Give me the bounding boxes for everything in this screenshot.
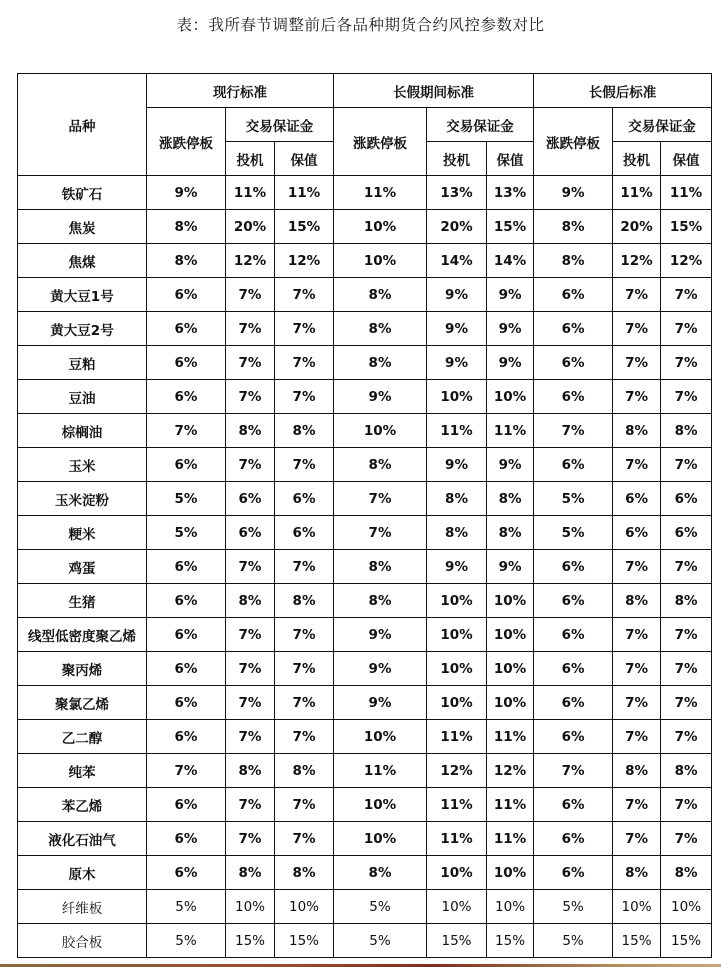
current-spec-margin-cell: 7% [226, 652, 275, 686]
variety-name: 棕榈油 [18, 414, 147, 448]
current-hedge-margin-cell: 7% [275, 822, 334, 856]
current-limit-cell: 6% [147, 346, 226, 380]
holiday-spec-margin-cell: 9% [427, 278, 487, 312]
current-limit-cell: 7% [147, 414, 226, 448]
table-row [18, 414, 712, 448]
holiday-hedge-margin-cell: 13% [487, 176, 534, 210]
holiday-hedge-margin-cell: 10% [487, 618, 534, 652]
holiday-spec-margin-cell: 10% [427, 380, 487, 414]
holiday-spec-margin-cell: 11% [427, 822, 487, 856]
table-row [18, 210, 712, 244]
header-limit: 涨跌停板 [334, 108, 427, 176]
table-row [18, 448, 712, 482]
current-limit-cell: 6% [147, 550, 226, 584]
table-body [18, 176, 712, 958]
after-limit-cell: 6% [534, 380, 613, 414]
variety-name: 聚丙烯 [18, 652, 147, 686]
variety-name: 原木 [18, 856, 147, 890]
current-spec-margin-cell: 7% [226, 346, 275, 380]
holiday-hedge-margin-cell: 10% [487, 890, 534, 924]
current-hedge-margin-cell: 8% [275, 754, 334, 788]
holiday-spec-margin-cell: 11% [427, 720, 487, 754]
after-limit-cell: 6% [534, 346, 613, 380]
current-limit-cell: 6% [147, 686, 226, 720]
current-limit-cell: 6% [147, 584, 226, 618]
current-limit-cell: 8% [147, 210, 226, 244]
holiday-hedge-margin-cell: 9% [487, 278, 534, 312]
current-hedge-margin-cell: 6% [275, 516, 334, 550]
holiday-spec-margin-cell: 12% [427, 754, 487, 788]
after-hedge-margin-cell: 7% [661, 550, 712, 584]
holiday-spec-margin-cell: 8% [427, 482, 487, 516]
holiday-hedge-margin-cell: 8% [487, 482, 534, 516]
table-row [18, 176, 712, 210]
holiday-limit-cell: 5% [334, 924, 427, 958]
current-limit-cell: 6% [147, 312, 226, 346]
variety-name: 生猪 [18, 584, 147, 618]
current-limit-cell: 6% [147, 822, 226, 856]
table-row [18, 924, 712, 958]
after-limit-cell: 6% [534, 312, 613, 346]
holiday-spec-margin-cell: 10% [427, 856, 487, 890]
header-margin: 交易保证金 [226, 108, 334, 142]
holiday-hedge-margin-cell: 9% [487, 550, 534, 584]
header-hedge: 保值 [661, 142, 712, 176]
holiday-spec-margin-cell: 15% [427, 924, 487, 958]
current-hedge-margin-cell: 7% [275, 686, 334, 720]
after-spec-margin-cell: 6% [613, 482, 661, 516]
current-spec-margin-cell: 7% [226, 312, 275, 346]
table-title: 表：我所春节调整前后各品种期货合约风控参数对比 [176, 16, 545, 34]
after-limit-cell: 6% [534, 278, 613, 312]
header-group-current: 现行标准 [147, 74, 334, 108]
table-row [18, 618, 712, 652]
after-hedge-margin-cell: 11% [661, 176, 712, 210]
current-spec-margin-cell: 15% [226, 924, 275, 958]
current-spec-margin-cell: 8% [226, 754, 275, 788]
current-spec-margin-cell: 7% [226, 278, 275, 312]
holiday-spec-margin-cell: 9% [427, 346, 487, 380]
holiday-spec-margin-cell: 11% [427, 414, 487, 448]
holiday-limit-cell: 8% [334, 448, 427, 482]
after-hedge-margin-cell: 8% [661, 414, 712, 448]
after-spec-margin-cell: 7% [613, 380, 661, 414]
current-spec-margin-cell: 7% [226, 448, 275, 482]
after-hedge-margin-cell: 8% [661, 754, 712, 788]
current-hedge-margin-cell: 7% [275, 346, 334, 380]
table-row [18, 584, 712, 618]
after-hedge-margin-cell: 12% [661, 244, 712, 278]
after-hedge-margin-cell: 6% [661, 516, 712, 550]
holiday-limit-cell: 9% [334, 618, 427, 652]
variety-name: 液化石油气 [18, 822, 147, 856]
current-hedge-margin-cell: 15% [275, 210, 334, 244]
current-spec-margin-cell: 20% [226, 210, 275, 244]
holiday-limit-cell: 10% [334, 720, 427, 754]
current-hedge-margin-cell: 7% [275, 312, 334, 346]
holiday-spec-margin-cell: 11% [427, 788, 487, 822]
holiday-limit-cell: 8% [334, 584, 427, 618]
after-spec-margin-cell: 12% [613, 244, 661, 278]
holiday-limit-cell: 8% [334, 856, 427, 890]
holiday-limit-cell: 5% [334, 890, 427, 924]
variety-name: 焦炭 [18, 210, 147, 244]
header-limit: 涨跌停板 [147, 108, 226, 176]
holiday-limit-cell: 8% [334, 312, 427, 346]
header-hedge: 保值 [275, 142, 334, 176]
after-hedge-margin-cell: 7% [661, 278, 712, 312]
after-spec-margin-cell: 7% [613, 618, 661, 652]
current-limit-cell: 8% [147, 244, 226, 278]
table-row [18, 244, 712, 278]
holiday-spec-margin-cell: 10% [427, 686, 487, 720]
holiday-hedge-margin-cell: 8% [487, 516, 534, 550]
after-hedge-margin-cell: 10% [661, 890, 712, 924]
after-spec-margin-cell: 10% [613, 890, 661, 924]
current-hedge-margin-cell: 8% [275, 856, 334, 890]
current-spec-margin-cell: 10% [226, 890, 275, 924]
holiday-spec-margin-cell: 9% [427, 312, 487, 346]
after-limit-cell: 8% [534, 210, 613, 244]
current-spec-margin-cell: 7% [226, 618, 275, 652]
after-spec-margin-cell: 7% [613, 448, 661, 482]
current-hedge-margin-cell: 7% [275, 448, 334, 482]
holiday-limit-cell: 10% [334, 822, 427, 856]
current-spec-margin-cell: 7% [226, 788, 275, 822]
variety-name: 线型低密度聚乙烯 [18, 618, 147, 652]
current-hedge-margin-cell: 10% [275, 890, 334, 924]
after-limit-cell: 6% [534, 550, 613, 584]
after-hedge-margin-cell: 7% [661, 822, 712, 856]
variety-name: 豆油 [18, 380, 147, 414]
variety-name: 铁矿石 [18, 176, 147, 210]
holiday-hedge-margin-cell: 11% [487, 822, 534, 856]
holiday-spec-margin-cell: 8% [427, 516, 487, 550]
after-hedge-margin-cell: 8% [661, 856, 712, 890]
header-speculation: 投机 [613, 142, 661, 176]
current-hedge-margin-cell: 7% [275, 380, 334, 414]
holiday-hedge-margin-cell: 9% [487, 448, 534, 482]
after-limit-cell: 6% [534, 618, 613, 652]
current-hedge-margin-cell: 11% [275, 176, 334, 210]
current-spec-margin-cell: 8% [226, 584, 275, 618]
holiday-spec-margin-cell: 10% [427, 618, 487, 652]
current-spec-margin-cell: 7% [226, 550, 275, 584]
variety-name: 聚氯乙烯 [18, 686, 147, 720]
holiday-spec-margin-cell: 10% [427, 584, 487, 618]
after-limit-cell: 8% [534, 244, 613, 278]
header-margin: 交易保证金 [427, 108, 534, 142]
current-hedge-margin-cell: 7% [275, 788, 334, 822]
variety-name: 纤维板 [18, 890, 147, 924]
table-row [18, 550, 712, 584]
holiday-hedge-margin-cell: 9% [487, 346, 534, 380]
current-spec-margin-cell: 11% [226, 176, 275, 210]
current-hedge-margin-cell: 7% [275, 550, 334, 584]
table-row [18, 720, 712, 754]
current-hedge-margin-cell: 6% [275, 482, 334, 516]
holiday-spec-margin-cell: 10% [427, 652, 487, 686]
header-group-holiday: 长假期间标准 [334, 74, 534, 108]
current-hedge-margin-cell: 7% [275, 652, 334, 686]
current-limit-cell: 6% [147, 652, 226, 686]
table-row [18, 890, 712, 924]
after-spec-margin-cell: 7% [613, 720, 661, 754]
holiday-spec-margin-cell: 20% [427, 210, 487, 244]
table-row [18, 346, 712, 380]
current-hedge-margin-cell: 8% [275, 584, 334, 618]
after-limit-cell: 5% [534, 516, 613, 550]
table-row [18, 312, 712, 346]
holiday-hedge-margin-cell: 14% [487, 244, 534, 278]
header-hedge: 保值 [487, 142, 534, 176]
table-row [18, 754, 712, 788]
after-limit-cell: 6% [534, 856, 613, 890]
after-limit-cell: 9% [534, 176, 613, 210]
variety-name: 玉米 [18, 448, 147, 482]
holiday-limit-cell: 9% [334, 686, 427, 720]
current-spec-margin-cell: 8% [226, 856, 275, 890]
current-spec-margin-cell: 12% [226, 244, 275, 278]
after-spec-margin-cell: 8% [613, 584, 661, 618]
current-spec-margin-cell: 6% [226, 516, 275, 550]
after-hedge-margin-cell: 15% [661, 210, 712, 244]
header-limit: 涨跌停板 [534, 108, 613, 176]
after-spec-margin-cell: 7% [613, 278, 661, 312]
holiday-hedge-margin-cell: 10% [487, 686, 534, 720]
after-limit-cell: 6% [534, 788, 613, 822]
after-hedge-margin-cell: 7% [661, 380, 712, 414]
holiday-limit-cell: 11% [334, 754, 427, 788]
after-limit-cell: 6% [534, 448, 613, 482]
after-spec-margin-cell: 7% [613, 550, 661, 584]
after-limit-cell: 7% [534, 414, 613, 448]
holiday-spec-margin-cell: 14% [427, 244, 487, 278]
current-spec-margin-cell: 8% [226, 414, 275, 448]
after-hedge-margin-cell: 7% [661, 788, 712, 822]
after-spec-margin-cell: 7% [613, 822, 661, 856]
holiday-hedge-margin-cell: 11% [487, 720, 534, 754]
current-limit-cell: 9% [147, 176, 226, 210]
after-hedge-margin-cell: 7% [661, 312, 712, 346]
holiday-limit-cell: 11% [334, 176, 427, 210]
after-limit-cell: 6% [534, 720, 613, 754]
holiday-limit-cell: 10% [334, 244, 427, 278]
after-spec-margin-cell: 6% [613, 516, 661, 550]
after-limit-cell: 6% [534, 584, 613, 618]
after-hedge-margin-cell: 7% [661, 346, 712, 380]
after-spec-margin-cell: 7% [613, 312, 661, 346]
table-row [18, 278, 712, 312]
current-hedge-margin-cell: 12% [275, 244, 334, 278]
variety-name: 鸡蛋 [18, 550, 147, 584]
table-row [18, 380, 712, 414]
holiday-hedge-margin-cell: 9% [487, 312, 534, 346]
holiday-spec-margin-cell: 9% [427, 448, 487, 482]
holiday-hedge-margin-cell: 15% [487, 210, 534, 244]
current-hedge-margin-cell: 7% [275, 720, 334, 754]
current-limit-cell: 6% [147, 720, 226, 754]
risk-params-table [17, 73, 712, 958]
current-limit-cell: 7% [147, 754, 226, 788]
after-limit-cell: 6% [534, 652, 613, 686]
table-row [18, 516, 712, 550]
holiday-hedge-margin-cell: 12% [487, 754, 534, 788]
after-limit-cell: 7% [534, 754, 613, 788]
holiday-limit-cell: 10% [334, 210, 427, 244]
holiday-hedge-margin-cell: 11% [487, 414, 534, 448]
after-spec-margin-cell: 7% [613, 788, 661, 822]
holiday-hedge-margin-cell: 10% [487, 652, 534, 686]
variety-name: 黄大豆1号 [18, 278, 147, 312]
after-spec-margin-cell: 7% [613, 686, 661, 720]
holiday-spec-margin-cell: 10% [427, 890, 487, 924]
table-row [18, 652, 712, 686]
after-spec-margin-cell: 7% [613, 652, 661, 686]
after-hedge-margin-cell: 6% [661, 482, 712, 516]
variety-name: 纯苯 [18, 754, 147, 788]
current-hedge-margin-cell: 15% [275, 924, 334, 958]
variety-name: 胶合板 [18, 924, 147, 958]
after-limit-cell: 5% [534, 890, 613, 924]
after-hedge-margin-cell: 8% [661, 584, 712, 618]
header-group-after: 长假后标准 [534, 74, 712, 108]
variety-name: 焦煤 [18, 244, 147, 278]
holiday-hedge-margin-cell: 10% [487, 584, 534, 618]
after-limit-cell: 6% [534, 686, 613, 720]
header-speculation: 投机 [226, 142, 275, 176]
current-limit-cell: 6% [147, 618, 226, 652]
current-spec-margin-cell: 7% [226, 686, 275, 720]
header-margin: 交易保证金 [613, 108, 712, 142]
holiday-limit-cell: 10% [334, 414, 427, 448]
holiday-limit-cell: 10% [334, 788, 427, 822]
current-limit-cell: 5% [147, 924, 226, 958]
table-row [18, 856, 712, 890]
holiday-limit-cell: 7% [334, 516, 427, 550]
holiday-hedge-margin-cell: 11% [487, 788, 534, 822]
current-limit-cell: 5% [147, 516, 226, 550]
current-spec-margin-cell: 7% [226, 822, 275, 856]
current-limit-cell: 6% [147, 448, 226, 482]
holiday-hedge-margin-cell: 10% [487, 856, 534, 890]
after-hedge-margin-cell: 7% [661, 652, 712, 686]
holiday-limit-cell: 8% [334, 550, 427, 584]
after-spec-margin-cell: 8% [613, 856, 661, 890]
after-spec-margin-cell: 20% [613, 210, 661, 244]
current-limit-cell: 6% [147, 856, 226, 890]
after-spec-margin-cell: 7% [613, 346, 661, 380]
current-spec-margin-cell: 6% [226, 482, 275, 516]
current-hedge-margin-cell: 7% [275, 278, 334, 312]
after-spec-margin-cell: 8% [613, 754, 661, 788]
after-limit-cell: 5% [534, 924, 613, 958]
current-hedge-margin-cell: 7% [275, 618, 334, 652]
current-limit-cell: 5% [147, 482, 226, 516]
holiday-hedge-margin-cell: 10% [487, 380, 534, 414]
after-hedge-margin-cell: 15% [661, 924, 712, 958]
holiday-limit-cell: 8% [334, 346, 427, 380]
header-variety: 品种 [18, 74, 147, 176]
variety-name: 粳米 [18, 516, 147, 550]
after-spec-margin-cell: 8% [613, 414, 661, 448]
after-spec-margin-cell: 15% [613, 924, 661, 958]
table-row [18, 822, 712, 856]
after-limit-cell: 5% [534, 482, 613, 516]
header-speculation: 投机 [427, 142, 487, 176]
after-hedge-margin-cell: 7% [661, 686, 712, 720]
table-row [18, 788, 712, 822]
holiday-spec-margin-cell: 13% [427, 176, 487, 210]
variety-name: 苯乙烯 [18, 788, 147, 822]
table-row [18, 686, 712, 720]
after-hedge-margin-cell: 7% [661, 720, 712, 754]
variety-name: 乙二醇 [18, 720, 147, 754]
table-row [18, 482, 712, 516]
variety-name: 豆粕 [18, 346, 147, 380]
after-hedge-margin-cell: 7% [661, 618, 712, 652]
after-spec-margin-cell: 11% [613, 176, 661, 210]
current-limit-cell: 5% [147, 890, 226, 924]
holiday-limit-cell: 9% [334, 380, 427, 414]
variety-name: 玉米淀粉 [18, 482, 147, 516]
current-limit-cell: 6% [147, 788, 226, 822]
holiday-limit-cell: 9% [334, 652, 427, 686]
after-limit-cell: 6% [534, 822, 613, 856]
current-limit-cell: 6% [147, 278, 226, 312]
after-hedge-margin-cell: 7% [661, 448, 712, 482]
holiday-spec-margin-cell: 9% [427, 550, 487, 584]
current-hedge-margin-cell: 8% [275, 414, 334, 448]
holiday-hedge-margin-cell: 15% [487, 924, 534, 958]
current-spec-margin-cell: 7% [226, 380, 275, 414]
current-spec-margin-cell: 7% [226, 720, 275, 754]
variety-name: 黄大豆2号 [18, 312, 147, 346]
holiday-limit-cell: 8% [334, 278, 427, 312]
current-limit-cell: 6% [147, 380, 226, 414]
holiday-limit-cell: 7% [334, 482, 427, 516]
